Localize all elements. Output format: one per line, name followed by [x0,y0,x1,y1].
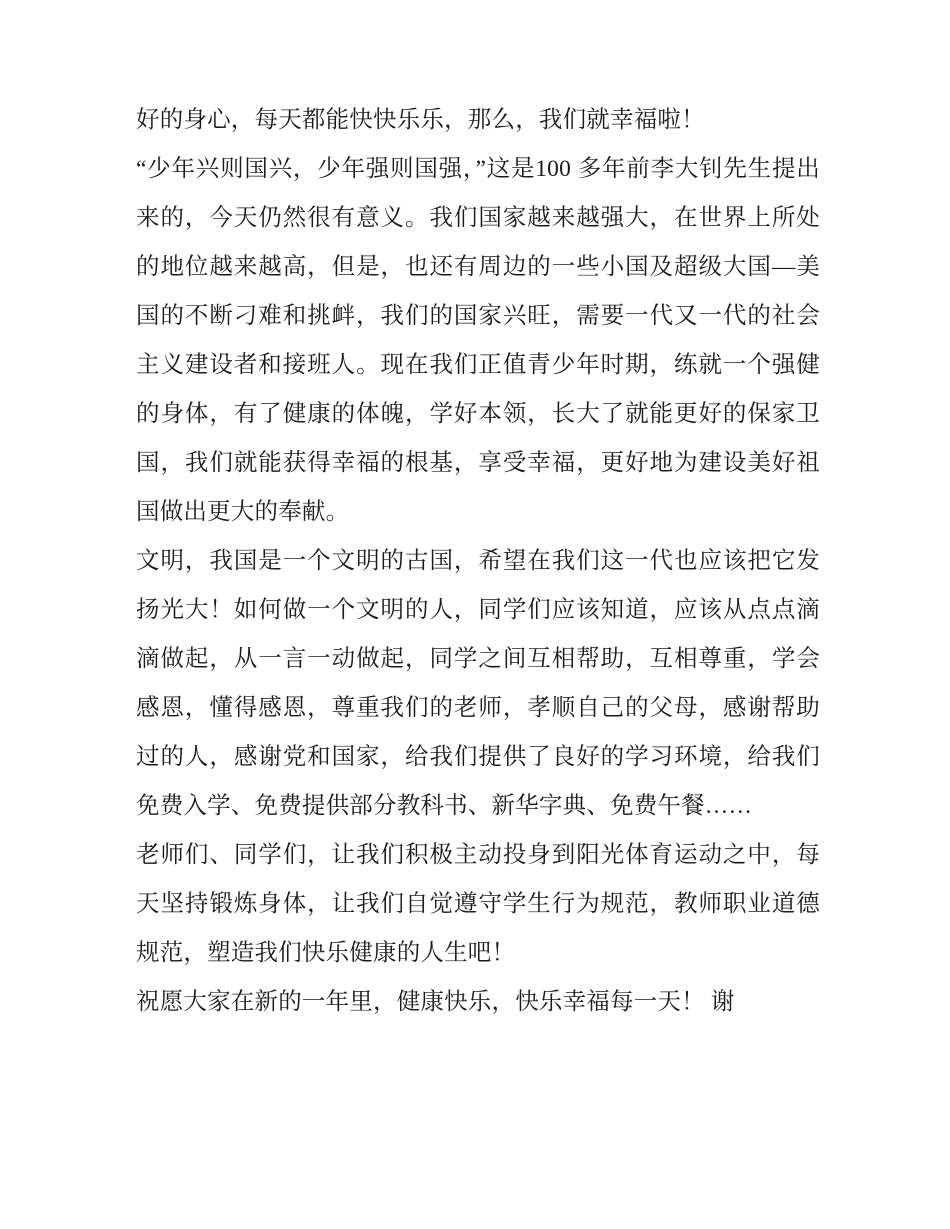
paragraph-4: 老师们、同学们，让我们积极主动投身到阳光体育运动之中，每天坚持锻炼身体，让我们自觉遵守学生行为规范，教师职业道德规范，塑造我们快乐健康的人生吧！ [136,842,820,966]
paragraph-2: “少年兴则国兴，少年强则国强，”这是100 多年前李大钊先生提出来的，今天仍然很有意义。我们国家越来越强大，在世界上所处的地位越来越高，但是，也还有周边的一些小国及超级大国—美国的不断刁难和挑衅，我们的国家兴旺，需要一代又一代的社会主义建设者和接班人。现在我们正值青少年时期，练就一个强健的身体，有了健康的体魄，学好本领，长大了就能更好的保家卫国，我们就能获得幸福的根基，享受幸福，更好地为建设美好祖国做出更大的奉献。 [136,156,820,525]
paragraph-3: 文明，我国是一个文明的古国，希望在我们这一代也应该把它发扬光大！如何做一个文明的人，同学们应该知道，应该从点点滴滴做起，从一言一动做起，同学之间互相帮助，互相尊重，学会感恩，懂得感恩，尊重我们的老师，孝顺自己的父母，感谢帮助过的人，感谢党和国家，给我们提供了良好的学习环境，给我们免费入学、免费提供部分教科书、新华字典、免费午餐…… [136,548,820,819]
paragraph-5: 祝愿大家在新的一年里，健康快乐，快乐幸福每一天！ 谢 [136,989,735,1015]
paragraph-1: 好的身心，每天都能快快乐乐，那么，我们就幸福啦！ [136,107,705,133]
document-text-body [136,96,820,1027]
